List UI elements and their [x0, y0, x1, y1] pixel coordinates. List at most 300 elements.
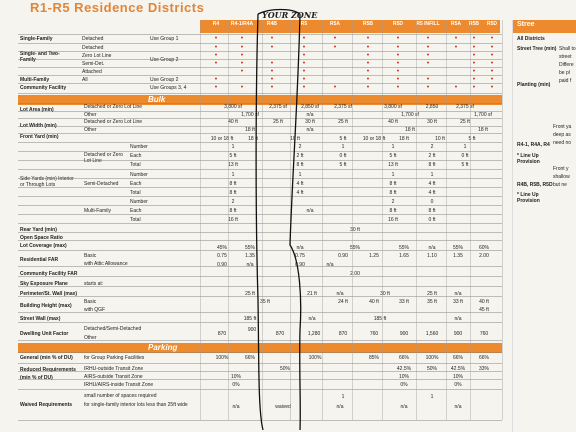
reduced-label: Reduced Requirements (min % of DU) [20, 367, 76, 381]
permitted-dot: • [396, 84, 400, 91]
rp-line: All Districts [517, 36, 545, 42]
value-cell: 66% [478, 355, 490, 361]
value-cell: 4 ft [428, 190, 436, 196]
page-title: R1-R5 Residence Districts [30, 0, 205, 15]
permitted-dot: • [490, 44, 494, 51]
value-cell: 2 ft [428, 153, 436, 159]
permitted-dot: • [302, 68, 306, 75]
value-cell: waived [275, 404, 291, 410]
lot-width-label: Lot Width (min) [20, 123, 57, 129]
value-cell: 0 ft [461, 153, 469, 159]
lot-width-sub: Other [84, 127, 97, 133]
col-header: R5A [450, 21, 462, 27]
value-cell: 2 [231, 199, 235, 205]
permitted-dot: • [472, 44, 476, 51]
value-cell: 1 [391, 172, 395, 178]
value-cell: 2,375 sf [456, 104, 474, 110]
permitted-dot: • [333, 35, 337, 42]
value-cell: 0.75 [217, 253, 227, 259]
rp-line: R4-1, R4A, R4 [517, 142, 550, 148]
value-cell: n/a [454, 291, 462, 297]
value-cell: n/a [326, 262, 334, 268]
value-cell: 55% [452, 245, 464, 251]
value-cell: 1 [430, 172, 434, 178]
value-cell: 10% [230, 374, 242, 380]
dwelling-sub: Detached/Semi-Detached [84, 326, 142, 332]
permitted-dot: • [302, 35, 306, 42]
value-cell: 55% [398, 245, 410, 251]
permitted-dot: • [302, 44, 306, 51]
value-cell: 5 ft [461, 162, 469, 168]
value-cell: 870 [275, 331, 285, 337]
value-cell: 40 ft [388, 119, 398, 125]
value-cell: n/a [308, 316, 316, 322]
value-cell: 900 [453, 331, 463, 337]
value-cell: 40 ft [479, 299, 489, 305]
rp-line: Front ya [553, 124, 572, 130]
value-cell: 1.10 [427, 253, 437, 259]
permitted-dot: • [240, 60, 244, 67]
streetscape-header [513, 20, 576, 33]
rp-line: street [559, 54, 572, 60]
value-cell: 66% [398, 355, 410, 361]
side-key: Each [130, 153, 142, 159]
permitted-dot: • [270, 44, 274, 51]
value-cell: 33 ft [399, 299, 409, 305]
col-header: R5D [486, 21, 498, 27]
row-sub: Semi-Det. [82, 61, 105, 67]
permitted-dot: • [454, 35, 458, 42]
permitted-dot: • [396, 68, 400, 75]
permitted-dot: • [240, 52, 244, 59]
cf-far-label: Community Facility FAR [20, 271, 78, 277]
permitted-dot: • [302, 60, 306, 67]
value-cell: 5 ft [468, 136, 476, 142]
side-key: Number [130, 199, 148, 205]
col-header: R5B [468, 21, 480, 27]
general-label: General (min % of DU) [20, 355, 73, 361]
permitted-dot: • [333, 44, 337, 51]
col-header: R5 INFILL [416, 21, 440, 27]
rp-line: Shall to [559, 46, 576, 52]
permitted-dot: • [302, 52, 306, 59]
permitted-dot: • [240, 44, 244, 51]
value-cell: 8 ft [229, 190, 237, 196]
permitted-dot: • [426, 84, 430, 91]
parking-label: Parking [148, 343, 178, 352]
value-cell: 185 ft [243, 316, 257, 322]
value-cell: 2.00 [350, 271, 360, 277]
value-cell: 0.90 [295, 262, 305, 268]
sky-sub: starts at: [84, 281, 104, 287]
value-cell: 760 [369, 331, 379, 337]
res-far-basic: Basic [84, 253, 97, 259]
value-cell: 1.65 [399, 253, 409, 259]
value-cell: 0.75 [295, 253, 305, 259]
permitted-dot: • [472, 35, 476, 42]
value-cell: 10 or 18 ft [210, 136, 234, 142]
permitted-dot: • [366, 35, 370, 42]
bh-qgf: with QGF [84, 307, 106, 313]
permitted-dot: • [426, 60, 430, 67]
permitted-dot: • [214, 60, 218, 67]
value-cell: 24 ft [338, 299, 348, 305]
value-cell: 2,375 sf [269, 104, 287, 110]
waived-label: Waived Requirements [20, 402, 73, 408]
value-cell: 35 ft [427, 299, 437, 305]
rear-yard-label: Rear Yard (min) [20, 227, 57, 233]
open-space-label: Open Space Ratio [20, 235, 63, 241]
value-cell: 100% [215, 355, 229, 361]
permitted-dot: • [270, 35, 274, 42]
sky-label: Sky Exposure Plane [20, 281, 68, 287]
value-cell: 8 ft [389, 181, 397, 187]
value-cell: n/a [246, 262, 254, 268]
row-use: Use Groups 3, 4 [150, 85, 187, 91]
side-group-label: Multi-Family [84, 208, 111, 214]
waived-sub1: small number of spaces required [84, 393, 157, 399]
value-cell: 40 ft [369, 299, 379, 305]
side-key: Total [130, 190, 141, 196]
value-cell: 4 ft [428, 181, 436, 187]
general-sub: for Group Parking Facilities [84, 355, 145, 361]
value-cell: 55% [244, 245, 256, 251]
value-cell: 66% [452, 355, 464, 361]
value-cell: 5 ft [339, 162, 347, 168]
value-cell: 2 [298, 144, 302, 150]
row-label: Single- and Two-Family [20, 51, 60, 63]
value-cell: 0.90 [338, 253, 348, 259]
value-cell: n/a [306, 208, 314, 214]
rp-line: be pl [559, 70, 570, 76]
value-cell: 1 [391, 144, 395, 150]
value-cell: 8 ft [229, 181, 237, 187]
value-cell: 760 [479, 331, 489, 337]
streetscape-title: Stree [517, 21, 535, 28]
value-cell: 30 ft [427, 119, 437, 125]
value-cell: 10 ft [290, 136, 300, 142]
value-cell: n/a [454, 404, 462, 410]
value-cell: 100% [425, 355, 439, 361]
rp-line: Front y [553, 166, 569, 172]
lot-width-sub: Detached or Zero Lot Line [84, 119, 143, 125]
value-cell: 4 ft [296, 190, 304, 196]
side-key: Total [130, 217, 141, 223]
value-cell: 45 ft [479, 307, 489, 313]
value-cell: n/a [400, 404, 408, 410]
rp-line: * Line Up Provision [517, 192, 540, 204]
value-cell: 66% [244, 355, 256, 361]
value-cell: 1 [231, 144, 235, 150]
value-cell: 10 ft [435, 136, 445, 142]
row-sub: Detached [82, 45, 104, 51]
value-cell: 1,700 sf [474, 112, 492, 118]
value-cell: 8 ft [428, 208, 436, 214]
value-cell: 1,700 sf [241, 112, 259, 118]
row-label: Multi-Family [20, 77, 50, 83]
rp-line: need no [553, 140, 572, 146]
value-cell: 18 ft [399, 136, 409, 142]
value-cell: 8 ft [428, 162, 436, 168]
value-cell: 2,850 [425, 104, 439, 110]
permitted-dot: • [472, 68, 476, 75]
rp-line: Planting (min) [517, 82, 551, 88]
value-cell: 18 ft [245, 127, 255, 133]
value-cell: 1 [231, 172, 235, 178]
value-cell: n/a [336, 291, 344, 297]
permitted-dot: • [472, 60, 476, 67]
value-cell: 10 or 18 ft [362, 136, 386, 142]
side-key: Total [130, 162, 141, 168]
permitted-dot: • [490, 52, 494, 59]
dwelling-sub2: Other [84, 335, 97, 341]
value-cell: 1 [341, 144, 345, 150]
rp-line: * Line Up Provision [517, 153, 540, 165]
value-cell: 8 ft [229, 208, 237, 214]
streetscape-panel [512, 20, 576, 432]
lot-area-label: Lot Area (min) [20, 107, 54, 113]
permitted-dot: • [214, 84, 218, 91]
lot-area-sub: Other [84, 112, 97, 118]
value-cell: 50% [426, 366, 438, 372]
permitted-dot: • [366, 68, 370, 75]
rp-line: but ne [553, 182, 567, 188]
reduced-key: AIRS-outside Transit Zone [84, 374, 143, 380]
value-cell: 8 ft [296, 162, 304, 168]
value-cell: 3,800 sf [384, 104, 402, 110]
value-cell: 10% [452, 374, 464, 380]
permitted-dot: • [366, 52, 370, 59]
dwelling-label: Dwelling Unit Factor [20, 331, 69, 337]
value-cell: 50% [279, 366, 291, 372]
permitted-dot: • [214, 52, 218, 59]
value-cell: 25 ft [427, 291, 437, 297]
col-header: R5D [392, 21, 404, 27]
value-cell: 1 [341, 394, 345, 400]
permitted-dot: • [214, 35, 218, 42]
value-cell: 42.5% [396, 366, 412, 372]
value-cell: 2 [391, 199, 395, 205]
rp-line: Differe [559, 62, 574, 68]
side-key: Each [130, 181, 142, 187]
row-sub: Attached [82, 69, 102, 75]
rp-line: Street Tree (min) [517, 46, 557, 52]
value-cell: 0 ft [339, 153, 347, 159]
value-cell: 25 ft [273, 119, 283, 125]
permitted-dot: • [270, 60, 274, 67]
value-cell: 1 [463, 144, 467, 150]
row-sub: All [82, 77, 88, 83]
value-cell: 870 [338, 331, 348, 337]
value-cell: 2 [430, 144, 434, 150]
waived-sub2: for single-family interior lots less than 25ft wide [84, 402, 188, 408]
rp-line: deep as [553, 132, 571, 138]
col-header: R5B [362, 21, 374, 27]
perimeter-label: Perimeter/St. Wall (max) [20, 291, 78, 297]
value-cell: 35 ft [260, 299, 270, 305]
value-cell: 33% [478, 366, 490, 372]
permitted-dot: • [366, 76, 370, 83]
value-cell: 30 ft [380, 291, 390, 297]
permitted-dot: • [302, 84, 306, 91]
permitted-dot: • [333, 84, 337, 91]
permitted-dot: • [454, 84, 458, 91]
value-cell: 8 ft [389, 208, 397, 214]
value-cell: 10% [398, 374, 410, 380]
permitted-dot: • [472, 52, 476, 59]
value-cell: 3,800 sf [224, 104, 242, 110]
row-sub: Detached [82, 36, 104, 42]
value-cell: 30 ft [350, 227, 360, 233]
res-far-attic: with Attic Allowance [84, 261, 128, 267]
front-yard-label: Front Yard (min) [20, 134, 59, 140]
value-cell: n/a [306, 127, 314, 133]
value-cell: 1.35 [245, 253, 255, 259]
value-cell: n/a [336, 404, 344, 410]
value-cell: 25 ft [338, 119, 348, 125]
value-cell: 55% [349, 245, 361, 251]
rp-line: R4B, R5B, R5D [517, 182, 553, 188]
col-header: R5A [329, 21, 341, 27]
value-cell: 870 [217, 331, 227, 337]
value-cell: 1 [298, 172, 302, 178]
value-cell: 25 ft [460, 119, 470, 125]
value-cell: 1,700 sf [401, 112, 419, 118]
side-group-label: Semi-Detached [84, 181, 119, 187]
permitted-dot: • [396, 35, 400, 42]
value-cell: 18 ft [405, 127, 415, 133]
value-cell: 16 ft [228, 217, 238, 223]
value-cell: 8 ft [389, 190, 397, 196]
value-cell: 1.25 [369, 253, 379, 259]
row-use: Use Group 2 [150, 77, 179, 83]
row-sub: Zero Lot Line [82, 53, 112, 59]
permitted-dot: • [270, 68, 274, 75]
value-cell: 900 [247, 327, 257, 333]
permitted-dot: • [366, 60, 370, 67]
value-cell: 18 ft [478, 127, 488, 133]
value-cell: 2 ft [296, 153, 304, 159]
permitted-dot: • [396, 60, 400, 67]
value-cell: 85% [368, 355, 380, 361]
col-header: R4 [212, 21, 220, 27]
res-far-label: Residential FAR [20, 257, 59, 263]
permitted-dot: • [396, 76, 400, 83]
bulk-label: Bulk [148, 95, 166, 104]
value-cell: 100% [308, 355, 322, 361]
permitted-dot: • [366, 44, 370, 51]
permitted-dot: • [490, 60, 494, 67]
side-key: Each [130, 208, 142, 214]
permitted-dot: • [490, 76, 494, 83]
permitted-dot: • [240, 35, 244, 42]
value-cell: n/a [306, 112, 314, 118]
permitted-dot: • [240, 84, 244, 91]
col-header: R4-1/R4A [230, 21, 254, 27]
permitted-dot: • [490, 84, 494, 91]
permitted-dot: • [426, 44, 430, 51]
value-cell: 0.90 [217, 262, 227, 268]
value-cell: 33 ft [453, 299, 463, 305]
value-cell: 42.5% [450, 366, 466, 372]
permitted-dot: • [270, 84, 274, 91]
value-cell: 5 ft [229, 153, 237, 159]
value-cell: 2,850 sf [301, 104, 319, 110]
value-cell: 16 ft [388, 217, 398, 223]
permitted-dot: • [214, 76, 218, 83]
value-cell: 45% [216, 245, 228, 251]
value-cell: 185 ft [373, 316, 387, 322]
permitted-dot: • [270, 76, 274, 83]
value-cell: n/a [454, 316, 462, 322]
value-cell: 0 ft [428, 217, 436, 223]
permitted-dot: • [366, 84, 370, 91]
lot-coverage-label: Lot Coverage (max) [20, 243, 67, 249]
value-cell: 1,560 [425, 331, 439, 337]
side-key: Number [130, 144, 148, 150]
value-cell: 25 ft [245, 291, 255, 297]
pen-stroke [256, 10, 301, 431]
permitted-dot: • [426, 35, 430, 42]
value-cell: 13 ft [388, 162, 398, 168]
permitted-dot: • [490, 68, 494, 75]
permitted-dot: • [214, 44, 218, 51]
row-use: Use Group 1 [150, 36, 179, 42]
value-cell: 1 [430, 394, 434, 400]
reduced-key: IRHU-outside Transit Zone [84, 366, 144, 372]
value-cell: 30 ft [305, 119, 315, 125]
bh-basic: Basic [84, 299, 97, 305]
value-cell: n/a [232, 404, 240, 410]
side-yards-label: Side Yards (min) Interior or Through Lots [20, 176, 74, 188]
value-cell: 2,375 sf [334, 104, 352, 110]
value-cell: 0% [232, 382, 240, 388]
permitted-dot: • [490, 35, 494, 42]
lot-area-sub: Detached or Zero Lot Line [84, 104, 143, 110]
permitted-dot: • [302, 76, 306, 83]
permitted-dot: • [240, 68, 244, 75]
value-cell: 0% [400, 382, 408, 388]
value-cell: 21 ft [307, 291, 317, 297]
value-cell: 900 [399, 331, 409, 337]
side-key: Number [130, 172, 148, 178]
building-height-label: Building Height (max) [20, 303, 72, 309]
permitted-dot: • [472, 84, 476, 91]
col-header: R5 [300, 21, 308, 27]
row-label: Community Facility [20, 85, 67, 91]
permitted-dot: • [426, 76, 430, 83]
value-cell: n/a [296, 245, 304, 251]
permitted-dot: • [454, 44, 458, 51]
row-label: Single-Family [20, 36, 53, 42]
reduced-key: IRHU/AIRS-inside Transit Zone [84, 382, 154, 388]
value-cell: 5 ft [389, 153, 397, 159]
rp-line: paid f [559, 78, 572, 84]
col-header: R4B [266, 21, 278, 27]
permitted-dot: • [396, 44, 400, 51]
value-cell: 40 ft [228, 119, 238, 125]
rp-line: shallow [553, 174, 570, 180]
street-wall-label: Street Wall (max) [20, 316, 61, 322]
permitted-dot: • [396, 52, 400, 59]
value-cell: 18 ft [248, 136, 258, 142]
value-cell: 13 ft [228, 162, 238, 168]
value-cell: 0 [430, 199, 434, 205]
handwritten-note: YOUR ZONE [262, 10, 318, 20]
value-cell: 1,280 [307, 331, 321, 337]
value-cell: 5 ft [339, 136, 347, 142]
permitted-dot: • [426, 52, 430, 59]
